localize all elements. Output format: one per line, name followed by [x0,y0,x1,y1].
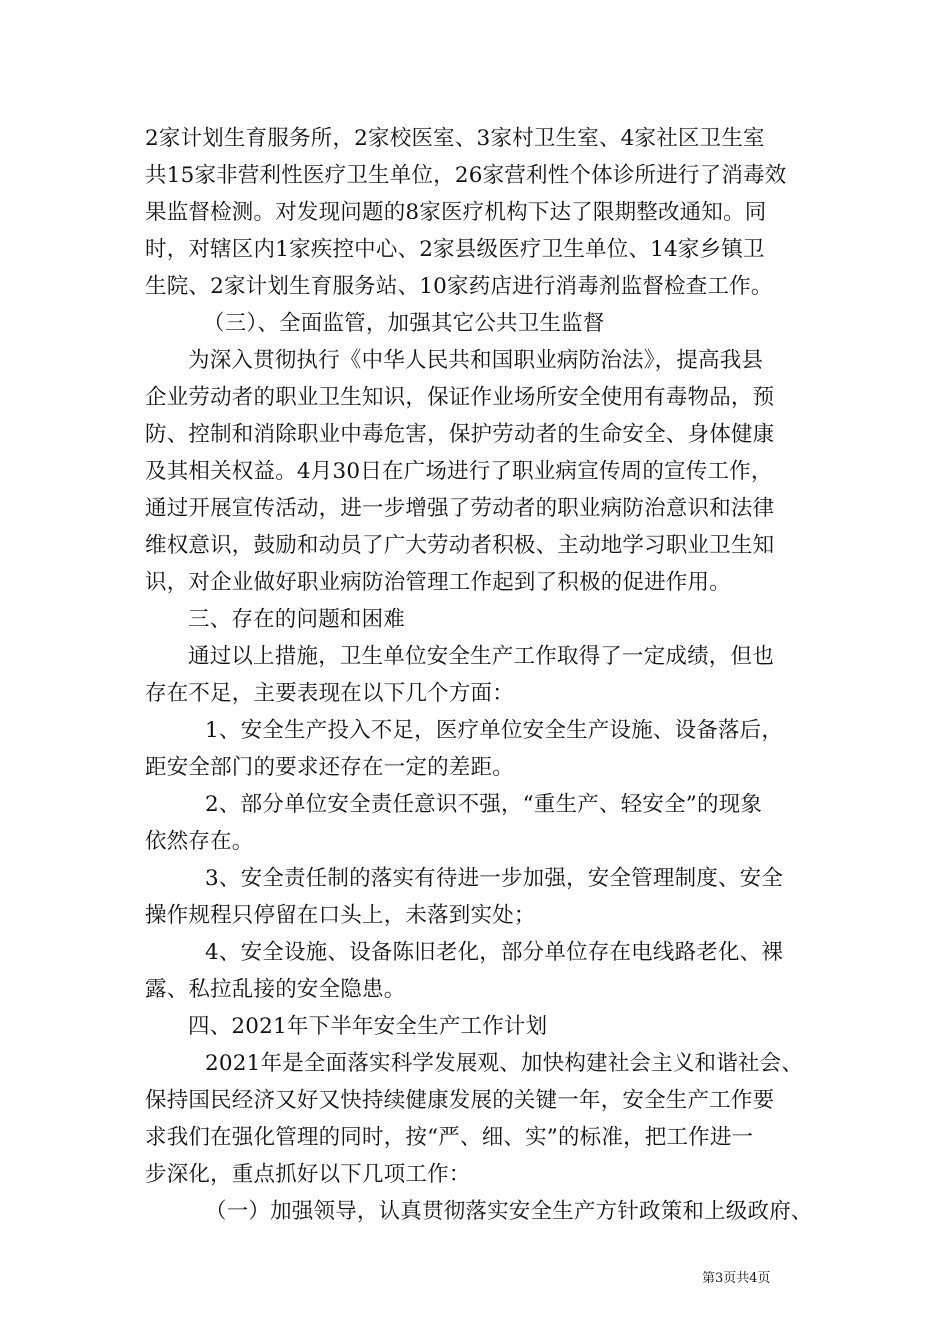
paragraph-line: 企业劳动者的职业卫生知识，保证作业场所安全使用有毒物品，预 [145,385,775,410]
list-item-line: 露、私拉乱接的安全隐患。 [145,977,406,1002]
paragraph-line: 2021年是全面落实科学发展观、加快构建社会主义和谐社会、 [205,1051,804,1076]
paragraph-line: 通过以上措施，卫生单位安全生产工作取得了一定成绩，但也 [188,644,774,669]
paragraph-line: 果监督检测。对发现问题的8家医疗机构下达了限期整改通知。同 [145,200,767,225]
paragraph-line: 为深入贯彻执行《中华人民共和国职业病防治法》，提高我县 [188,348,764,373]
paragraph-line: 共15家非营利性医疗卫生单位，26家营利性个体诊所进行了消毒效 [145,163,787,188]
paragraph-line: 求我们在强化管理的同时，按“严、细、实”的标准，把工作进一 [145,1125,754,1150]
document-body [145,120,815,1230]
section-heading: （三）、全面监管，加强其它公共卫生监督 [203,311,605,336]
list-item-line: 操作规程只停留在口头上，未落到实处； [145,903,536,928]
paragraph-line: 2家计划生育服务所，2家校医室、3家村卫生室、4家社区卫生室 [145,126,765,151]
list-item-line: 4、安全设施、设备陈旧老化，部分单位存在电线路老化、裸 [205,940,784,965]
list-item-line: 距安全部门的要求还存在一定的差距。 [145,755,514,780]
paragraph-line: 步深化，重点抓好以下几项工作： [145,1162,471,1187]
paragraph-line: 维权意识，鼓励和动员了广大劳动者积极、主动地学习职业卫生知 [145,533,775,558]
paragraph-line: 通过开展宣传活动，进一步增强了劳动者的职业病防治意识和法律 [145,496,775,521]
paragraph-line: 时，对辖区内1家疾控中心、2家县级医疗卫生单位、14家乡镇卫 [145,237,765,262]
list-item-line: 2、部分单位安全责任意识不强，“重生产、轻安全”的现象 [205,792,763,817]
page-number-label: 第3页共4页 [702,1271,771,1286]
list-item-line: 1、安全生产投入不足，医疗单位安全生产设施、设备落后， [205,718,784,743]
list-item-line: 依然存在。 [145,829,254,854]
paragraph-line: 存在不足，主要表现在以下几个方面： [145,681,514,706]
paragraph-line: 及其相关权益。4月30日在广场进行了职业病宣传周的宣传工作， [145,459,773,484]
section-heading: 三、存在的问题和困难 [188,607,406,632]
list-item-line: 3、安全责任制的落实有待进一步加强，安全管理制度、安全 [205,866,784,891]
paragraph-line: 防、控制和消除职业中毒危害，保护劳动者的生命安全、身体健康 [145,422,775,447]
paragraph-line: 保持国民经济又好又快持续健康发展的关键一年，安全生产工作要 [145,1088,775,1113]
subsection-heading: （一）加强领导，认真贯彻落实安全生产方针政策和上级政府、 [205,1199,813,1224]
section-heading: 四、2021年下半年安全生产工作计划 [188,1014,548,1039]
paragraph-line: 生院、2家计划生育服务站、10家药店进行消毒剂监督检查工作。 [145,274,773,299]
paragraph-line: 识，对企业做好职业病防治管理工作起到了积极的促进作用。 [145,570,731,595]
